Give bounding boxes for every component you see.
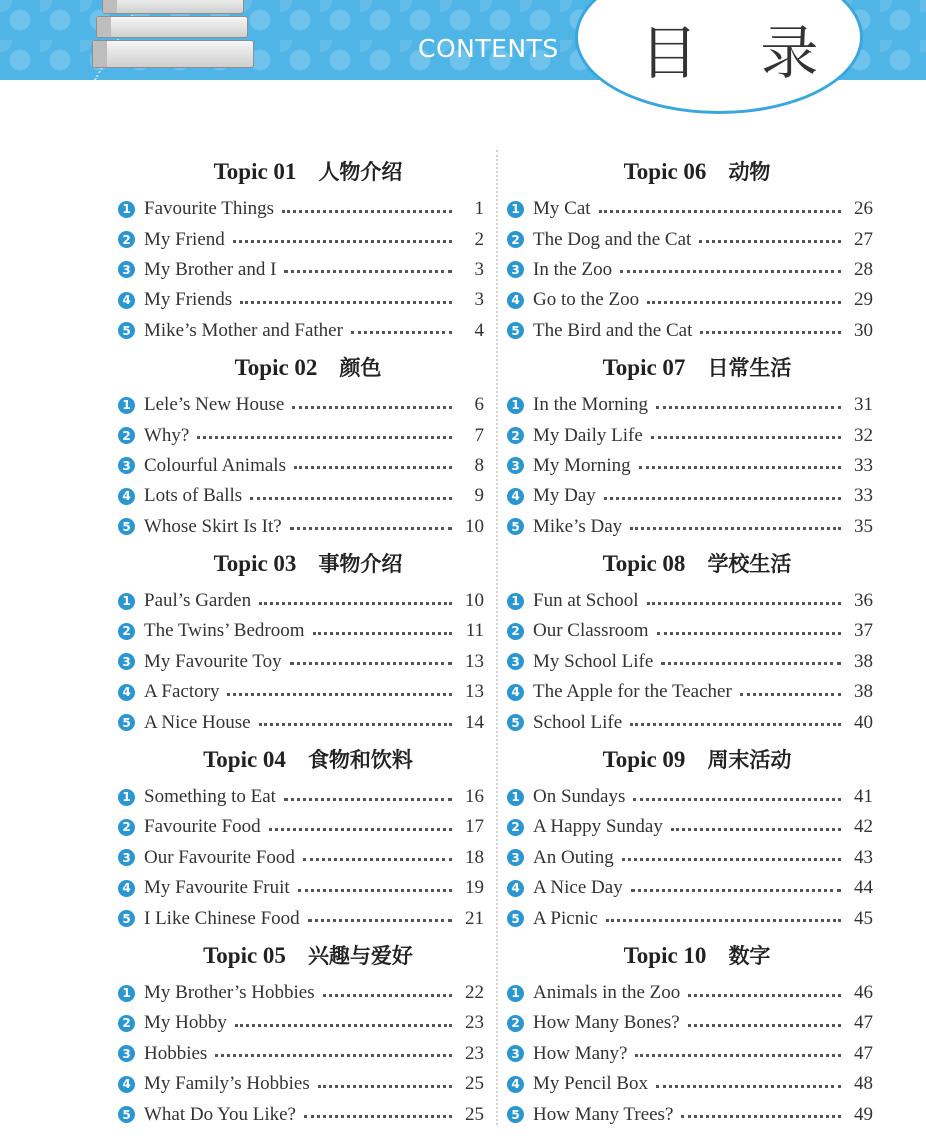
topic-title: 日常生活 — [707, 355, 792, 380]
dot-leader — [688, 994, 841, 997]
dot-leader — [235, 1024, 452, 1027]
entry-title: My Family’s Hobbies — [144, 1073, 310, 1095]
entry-number-badge: 1 — [507, 985, 524, 1002]
toc-entry[interactable] — [507, 812, 887, 842]
entry-page-number: 3 — [474, 258, 484, 280]
entry-title: My Hobby — [144, 1012, 227, 1034]
toc-entry[interactable] — [507, 451, 887, 481]
toc-entry[interactable] — [507, 586, 887, 616]
entry-number-badge: 1 — [118, 789, 135, 806]
dot-leader — [656, 1085, 841, 1088]
toc-entry[interactable] — [118, 481, 498, 511]
dot-leader — [630, 723, 841, 726]
dot-leader — [620, 270, 841, 273]
toc-entry[interactable] — [507, 481, 887, 511]
entry-number-badge: 5 — [507, 1106, 524, 1123]
entry-title: Favourite Things — [144, 198, 275, 220]
entry-number-badge: 4 — [507, 1076, 524, 1093]
entry-title: My Day — [533, 485, 596, 507]
toc-entry[interactable] — [507, 782, 887, 812]
toc-entry[interactable] — [507, 1039, 887, 1069]
entry-title: The Apple for the Teacher — [533, 681, 732, 703]
dot-leader — [303, 858, 452, 861]
column-divider — [496, 150, 498, 1125]
entry-title: A Picnic — [533, 907, 598, 929]
entry-page-number: 25 — [465, 1103, 484, 1125]
toc-entry[interactable] — [507, 707, 887, 737]
toc-entry[interactable] — [507, 316, 887, 346]
entry-title: My School Life — [533, 650, 654, 672]
topic-title: 周末活动 — [707, 747, 792, 772]
entry-number-badge: 3 — [118, 849, 135, 866]
dot-leader — [227, 693, 452, 696]
entry-page-number: 23 — [465, 1042, 484, 1064]
dot-leader — [631, 889, 841, 892]
topic-title: 食物和饮料 — [307, 747, 413, 772]
dot-leader — [323, 994, 452, 997]
entry-page-number: 40 — [854, 711, 873, 733]
dot-leader — [250, 497, 452, 500]
toc-entry[interactable] — [507, 194, 887, 224]
entry-title: My Daily Life — [533, 424, 643, 446]
topic-heading — [118, 150, 498, 194]
toc-entry[interactable] — [507, 420, 887, 450]
toc-entry[interactable] — [118, 390, 498, 420]
entry-page-number: 37 — [854, 620, 873, 642]
dot-leader — [688, 1024, 841, 1027]
topic-title: 颜色 — [339, 355, 382, 380]
toc-entry[interactable] — [507, 1069, 887, 1099]
dot-leader — [308, 919, 452, 922]
entry-title: My Cat — [533, 198, 591, 220]
toc-entry[interactable] — [118, 873, 498, 903]
entry-page-number: 21 — [465, 907, 484, 929]
entry-number-badge: 4 — [118, 488, 135, 505]
entry-title: A Nice Day — [533, 877, 623, 899]
dot-leader — [622, 858, 841, 861]
topic-number: Topic 06 — [623, 159, 707, 184]
dot-leader — [700, 331, 841, 334]
topic-heading — [507, 346, 887, 390]
dot-leader — [240, 301, 452, 304]
dot-leader — [351, 331, 452, 334]
topic-title: 学校生活 — [707, 551, 792, 576]
entry-number-badge: 5 — [118, 910, 135, 927]
entry-title: Colourful Animals — [144, 454, 286, 476]
entry-number-badge: 1 — [118, 593, 135, 610]
topic-heading — [118, 738, 498, 782]
entry-page-number: 16 — [465, 786, 484, 808]
dot-leader — [294, 466, 452, 469]
dot-leader — [284, 270, 452, 273]
entry-page-number: 30 — [854, 319, 873, 341]
entry-page-number: 11 — [465, 620, 484, 642]
entry-page-number: 26 — [854, 198, 873, 220]
entry-title: A Factory — [144, 681, 220, 703]
dot-leader — [282, 210, 452, 213]
entry-page-number: 46 — [854, 982, 873, 1003]
toc-entry[interactable] — [118, 707, 498, 737]
entry-number-badge: 5 — [507, 322, 524, 339]
entry-number-badge: 2 — [118, 1015, 135, 1032]
dot-leader — [604, 497, 841, 500]
toc-entry[interactable] — [118, 512, 498, 542]
topic-heading — [118, 934, 498, 978]
entry-number-badge: 3 — [507, 849, 524, 866]
entry-title: My Friend — [144, 228, 225, 250]
toc-entry[interactable] — [118, 586, 498, 616]
entry-page-number: 22 — [465, 982, 484, 1003]
entry-page-number: 10 — [465, 590, 484, 612]
entry-title: The Twins’ Bedroom — [144, 620, 305, 642]
entry-page-number: 33 — [854, 485, 873, 507]
entry-number-badge: 4 — [507, 684, 524, 701]
entry-page-number: 3 — [474, 289, 484, 311]
topic-number: Topic 03 — [213, 550, 297, 576]
entry-number-badge: 2 — [118, 231, 135, 248]
entry-page-number: 36 — [854, 590, 873, 612]
entry-number-badge: 4 — [118, 880, 135, 897]
dot-leader — [740, 693, 841, 696]
entry-title: I Like Chinese Food — [144, 907, 300, 929]
dot-leader — [699, 240, 841, 243]
entry-number-badge: 1 — [118, 201, 135, 218]
left-column — [118, 150, 498, 1130]
entry-page-number: 4 — [474, 319, 484, 341]
entry-number-badge: 5 — [118, 322, 135, 339]
entry-page-number: 17 — [465, 816, 484, 838]
toc-entry[interactable] — [118, 903, 498, 933]
topic-number: Topic 09 — [602, 746, 686, 772]
topic-heading — [118, 542, 498, 586]
toc-entry[interactable] — [507, 224, 887, 254]
toc-entry[interactable] — [507, 677, 887, 707]
entry-title: What Do You Like? — [144, 1103, 296, 1125]
entry-number-badge: 2 — [507, 427, 524, 444]
toc-entry[interactable] — [118, 1008, 498, 1038]
entry-number-badge: 3 — [118, 1045, 135, 1062]
dot-leader — [290, 662, 452, 665]
toc-entry[interactable] — [118, 647, 498, 677]
toc-entry[interactable] — [118, 285, 498, 315]
entry-page-number: 23 — [465, 1012, 484, 1034]
entry-title: My Favourite Toy — [144, 650, 282, 672]
entry-number-badge: 5 — [507, 518, 524, 535]
entry-page-number: 9 — [474, 485, 484, 507]
entry-title: Why? — [144, 424, 190, 446]
entry-number-badge: 1 — [507, 397, 524, 414]
entry-number-badge: 5 — [118, 1106, 135, 1123]
entry-title: Favourite Food — [144, 816, 261, 838]
topic-number: Topic 07 — [602, 354, 686, 380]
entry-page-number: 18 — [465, 846, 484, 868]
entry-title: An Outing — [533, 846, 614, 868]
entry-title: In the Zoo — [533, 258, 613, 280]
entry-page-number: 38 — [854, 650, 873, 672]
entry-number-badge: 2 — [118, 623, 135, 640]
book-icon — [92, 40, 254, 68]
entry-page-number: 47 — [854, 1012, 873, 1034]
dot-leader — [259, 602, 452, 605]
entry-page-number: 10 — [465, 515, 484, 537]
entry-title: Our Favourite Food — [144, 846, 295, 868]
entry-title: In the Morning — [533, 394, 649, 416]
topic-title: 事物介绍 — [318, 551, 403, 576]
entry-number-badge: 3 — [507, 653, 524, 670]
entry-page-number: 48 — [854, 1073, 873, 1095]
dot-leader — [197, 436, 452, 439]
toc-entry[interactable] — [118, 616, 498, 646]
entry-number-badge: 3 — [507, 261, 524, 278]
entry-title: The Dog and the Cat — [533, 228, 692, 250]
dot-leader — [269, 828, 452, 831]
toc-entry[interactable] — [118, 812, 498, 842]
dot-leader — [290, 527, 452, 530]
toc-entry[interactable] — [118, 1099, 498, 1129]
toc-entry[interactable] — [507, 285, 887, 315]
entry-number-badge: 3 — [118, 261, 135, 278]
toc-entry[interactable] — [118, 255, 498, 285]
topic-heading — [507, 934, 887, 978]
entry-page-number: 41 — [854, 786, 873, 808]
toc-entry[interactable] — [118, 224, 498, 254]
entry-title: Hobbies — [144, 1042, 208, 1064]
toc-entry[interactable] — [507, 978, 887, 1008]
book-icon — [96, 16, 248, 38]
entry-page-number: 14 — [465, 711, 484, 733]
topic-title: 人物介绍 — [318, 160, 403, 184]
entry-title: My Morning — [533, 454, 631, 476]
dot-leader — [635, 1054, 841, 1057]
entry-number-badge: 3 — [118, 457, 135, 474]
toc-entry[interactable] — [118, 316, 498, 346]
entry-number-badge: 4 — [507, 488, 524, 505]
toc-entry[interactable] — [507, 255, 887, 285]
toc-entry[interactable] — [118, 1069, 498, 1099]
dot-leader — [284, 798, 452, 801]
right-column — [507, 150, 887, 1130]
entry-number-badge: 4 — [118, 684, 135, 701]
dot-leader — [661, 662, 841, 665]
entry-number-badge: 1 — [118, 985, 135, 1002]
toc-entry[interactable] — [507, 843, 887, 873]
topic-heading — [507, 738, 887, 782]
entry-title: My Friends — [144, 289, 233, 311]
dot-leader — [599, 210, 841, 213]
entry-number-badge: 2 — [507, 623, 524, 640]
entry-number-badge: 4 — [118, 1076, 135, 1093]
dot-leader — [233, 240, 452, 243]
entry-page-number: 13 — [465, 681, 484, 703]
entry-title: My Brother and I — [144, 258, 277, 280]
dot-leader — [606, 919, 841, 922]
entry-title: Lele’s New House — [144, 394, 285, 416]
dot-leader — [651, 436, 841, 439]
entry-page-number: 25 — [465, 1073, 484, 1095]
toc-entry[interactable] — [507, 512, 887, 542]
entry-number-badge: 5 — [507, 910, 524, 927]
dot-leader — [215, 1054, 452, 1057]
entry-title: My Brother’s Hobbies — [144, 982, 315, 1003]
entry-page-number: 28 — [854, 258, 873, 280]
entry-title: Go to the Zoo — [533, 289, 640, 311]
page-title: 目 录 — [640, 19, 841, 87]
dot-leader — [657, 632, 841, 635]
dot-leader — [671, 828, 841, 831]
toc-entry[interactable] — [507, 616, 887, 646]
entry-number-badge: 5 — [118, 518, 135, 535]
entry-number-badge: 4 — [507, 292, 524, 309]
entry-title: Paul’s Garden — [144, 590, 252, 612]
toc-entry[interactable] — [118, 677, 498, 707]
entry-title: Whose Skirt Is It? — [144, 515, 282, 537]
topic-number: Topic 04 — [203, 746, 286, 772]
topic-number: Topic 10 — [623, 942, 707, 968]
entry-title: Something to Eat — [144, 786, 276, 808]
entry-title: On Sundays — [533, 786, 626, 808]
entry-title: How Many? — [533, 1042, 628, 1064]
toc-entry[interactable] — [118, 420, 498, 450]
toc-entry[interactable] — [118, 194, 498, 224]
toc-entry[interactable] — [118, 782, 498, 812]
topic-number: Topic 01 — [213, 159, 297, 184]
topic-number: Topic 08 — [602, 550, 686, 576]
entry-page-number: 45 — [854, 907, 873, 929]
toc-entry[interactable] — [507, 647, 887, 677]
entry-page-number: 31 — [854, 394, 873, 416]
entry-page-number: 13 — [465, 650, 484, 672]
topic-title: 数字 — [728, 943, 771, 968]
dot-leader — [681, 1115, 841, 1118]
entry-title: How Many Bones? — [533, 1012, 680, 1034]
entry-title: School Life — [533, 711, 623, 733]
entry-title: Animals in the Zoo — [533, 982, 681, 1003]
entry-title: A Nice House — [144, 711, 251, 733]
topic-number: Topic 05 — [203, 942, 286, 968]
entry-page-number: 6 — [474, 394, 484, 416]
books-illustration — [92, 0, 262, 78]
dot-leader — [630, 527, 841, 530]
entry-page-number: 44 — [854, 877, 873, 899]
entry-page-number: 33 — [854, 454, 873, 476]
dot-leader — [656, 406, 841, 409]
topic-number: Topic 02 — [234, 354, 318, 380]
dot-leader — [633, 798, 841, 801]
toc-entry[interactable] — [507, 1008, 887, 1038]
entry-number-badge: 5 — [507, 714, 524, 731]
entry-title: The Bird and the Cat — [533, 319, 693, 341]
entry-page-number: 47 — [854, 1042, 873, 1064]
entry-title: My Favourite Fruit — [144, 877, 290, 899]
entry-title: Our Classroom — [533, 620, 649, 642]
topic-title: 兴趣与爱好 — [307, 943, 413, 968]
entry-title: Lots of Balls — [144, 485, 243, 507]
entry-number-badge: 2 — [118, 427, 135, 444]
entry-page-number: 38 — [854, 681, 873, 703]
entry-title: Mike’s Mother and Father — [144, 319, 343, 341]
entry-number-badge: 1 — [507, 201, 524, 218]
entry-number-badge: 2 — [507, 231, 524, 248]
entry-page-number: 19 — [465, 877, 484, 899]
entry-page-number: 27 — [854, 228, 873, 250]
toc-entry[interactable] — [118, 1039, 498, 1069]
entry-number-badge: 1 — [507, 789, 524, 806]
dot-leader — [313, 632, 453, 635]
entry-number-badge: 2 — [507, 819, 524, 836]
entry-page-number: 42 — [854, 816, 873, 838]
contents-label: CONTENTS — [418, 34, 559, 63]
dot-leader — [318, 1085, 452, 1088]
entry-page-number: 32 — [854, 424, 873, 446]
dot-leader — [259, 723, 452, 726]
topic-heading — [507, 150, 887, 194]
entry-number-badge: 3 — [507, 457, 524, 474]
toc-entry[interactable] — [118, 451, 498, 481]
entry-number-badge: 2 — [118, 819, 135, 836]
toc-entry[interactable] — [507, 903, 887, 933]
entry-number-badge: 4 — [118, 292, 135, 309]
dot-leader — [292, 406, 452, 409]
toc-entry[interactable] — [507, 1099, 887, 1129]
entry-page-number: 43 — [854, 846, 873, 868]
toc-entry[interactable] — [118, 978, 498, 1008]
dot-leader — [639, 466, 841, 469]
topic-heading — [118, 346, 498, 390]
entry-page-number: 1 — [474, 198, 484, 220]
entry-page-number: 49 — [854, 1103, 873, 1125]
dot-leader — [647, 602, 841, 605]
topic-heading — [507, 542, 887, 586]
entry-number-badge: 1 — [507, 593, 524, 610]
entry-number-badge: 3 — [507, 1045, 524, 1062]
dot-leader — [647, 301, 841, 304]
entry-page-number: 8 — [474, 454, 484, 476]
book-icon — [102, 0, 244, 14]
entry-number-badge: 1 — [118, 397, 135, 414]
toc-entry[interactable] — [118, 843, 498, 873]
toc-entry[interactable] — [507, 873, 887, 903]
entry-number-badge: 2 — [507, 1015, 524, 1032]
entry-number-badge: 4 — [507, 880, 524, 897]
entry-page-number: 7 — [474, 424, 484, 446]
dot-leader — [298, 889, 452, 892]
entry-page-number: 35 — [854, 515, 873, 537]
entry-number-badge: 3 — [118, 653, 135, 670]
topic-title: 动物 — [728, 160, 771, 184]
entry-number-badge: 5 — [118, 714, 135, 731]
entry-title: My Pencil Box — [533, 1073, 649, 1095]
entry-page-number: 2 — [474, 228, 484, 250]
entry-page-number: 29 — [854, 289, 873, 311]
dot-leader — [304, 1115, 452, 1118]
entry-title: A Happy Sunday — [533, 816, 663, 838]
entry-title: Mike’s Day — [533, 515, 623, 537]
toc-entry[interactable] — [507, 390, 887, 420]
entry-title: How Many Trees? — [533, 1103, 674, 1125]
entry-title: Fun at School — [533, 590, 639, 612]
